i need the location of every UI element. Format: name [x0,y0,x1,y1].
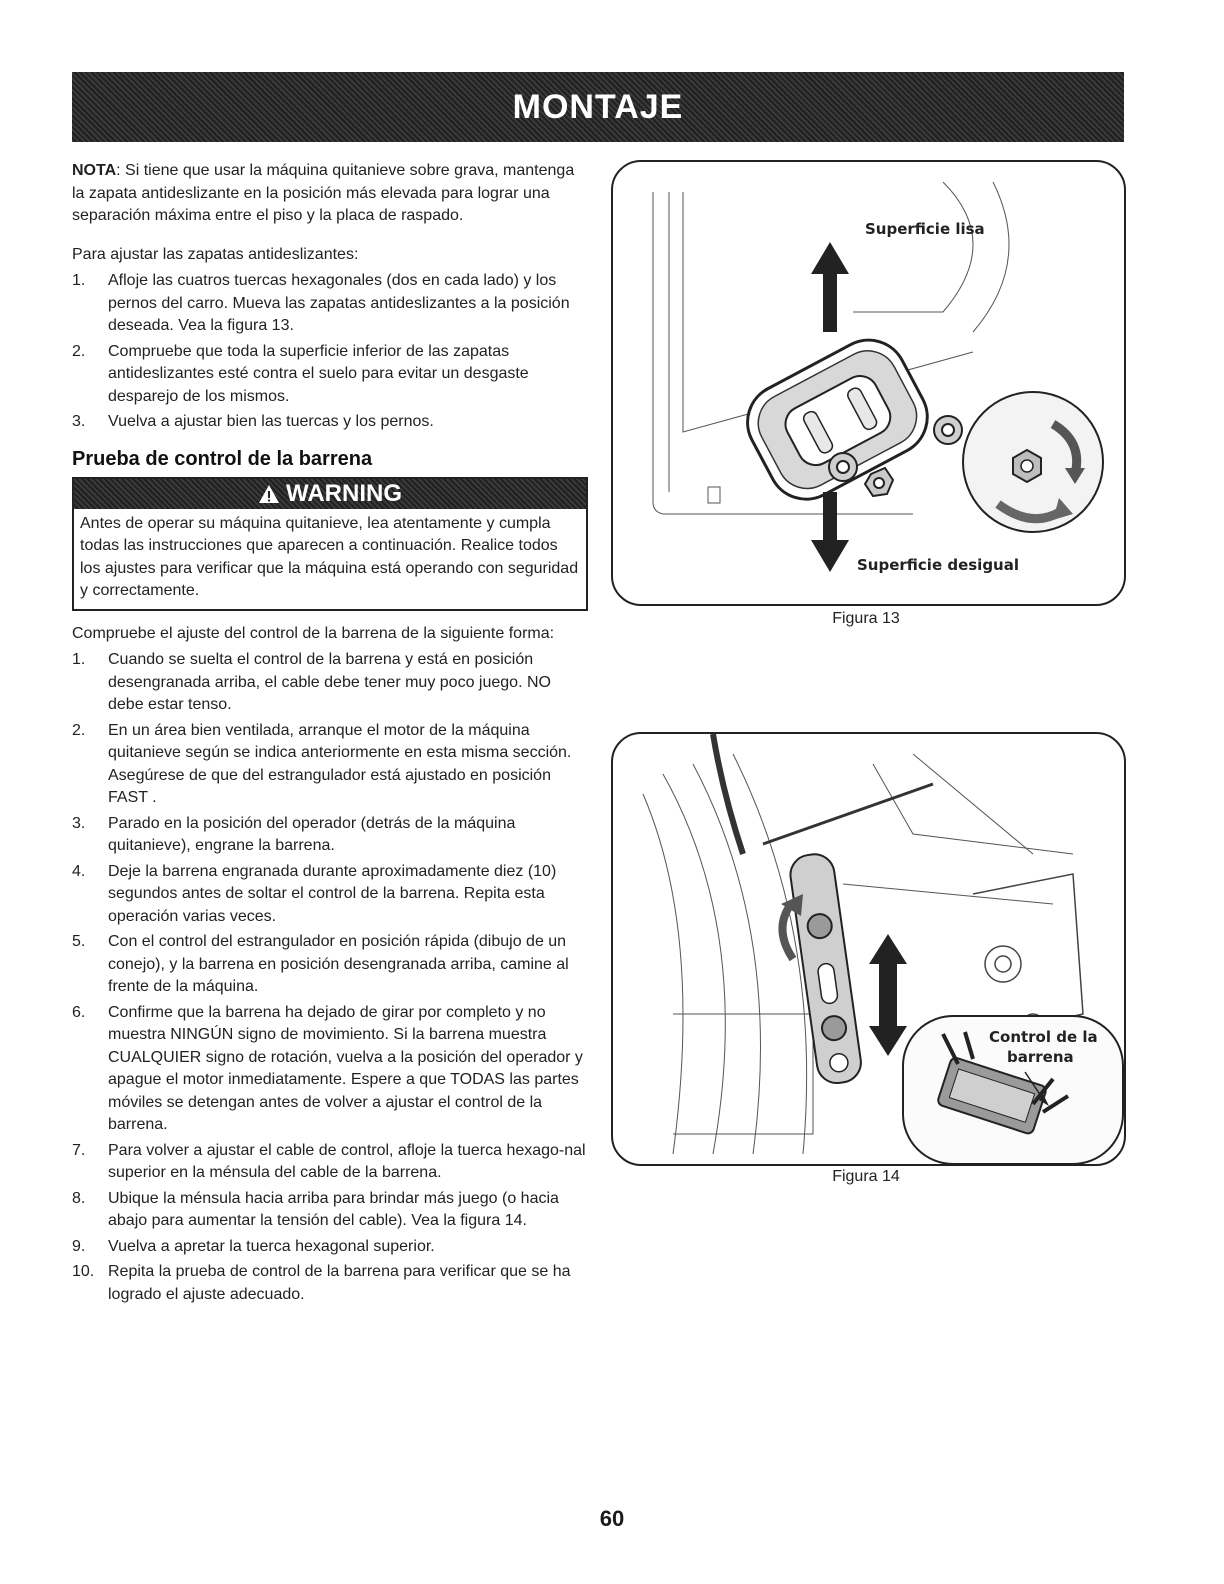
note-paragraph [72,160,588,228]
auger-test-steps [72,649,588,1306]
list-item: 1. Cuando se suelta el control de la barrena y está en posición desengranada arriba, el cable debe tener muy poco juego. NO debe estar tenso. [72,651,551,713]
note-label: NOTA [72,162,117,179]
shoe-adjust-steps [72,270,588,434]
list-item: 2. En un área bien ventilada, arranque el motor de la máquina quitanieve según se indica anteriormente en esta misma sección. Asegúrese de que del estrangulador está ajustado en posición FAST . [72,721,572,806]
auger-control-illustration [613,734,1124,1164]
section-title: MONTAJE [512,87,684,126]
warning-triangle-icon [258,484,280,504]
list-item: 3. Vuelva a ajustar bien las tuercas y los pernos. [72,413,434,430]
list-item: 1. Afloje las cuatros tuercas hexagonales (dos en cada lado) y los pernos del carro. Mueva las zapatas antideslizantes a la posición deseada. Vea la figura 13. [72,272,570,334]
list-item: 2. Compruebe que toda la superficie inferior de las zapatas antideslizantes esté contra el suelo para evitar un desgaste desparejo de los mismos. [72,342,529,405]
shoe-adjust-intro: Para ajustar las zapatas antideslizantes: [72,245,359,263]
list-item: 3. Parado en la posición del operador (detrás de la máquina quitanieve), engrane la barrena. [72,814,516,854]
list-item: 9. Vuelva a apretar la tuerca hexagonal superior. [72,1237,435,1255]
list-item: 6. Confirme que la barrena ha dejado de girar por completo y no muestra NINGÚN signo de movimiento. Si la barrena muestra CUALQUIER signo de rotación, vuelva a la posición del operador y apague el motor inmediatamente. Espere a que TODAS las partes móviles se detengan antes de volver a ajustar el control de la barrena. [72,1003,583,1133]
list-item: 8. Ubique la ménsula hacia arriba para brindar más juego (o hacia abajo para aumentar la tensión del cable). Vea la figura 14. [72,1189,559,1229]
main-text-column [72,160,588,1309]
warning-text: Antes de operar su máquina quitanieve, lea atentamente y cumpla todas las instrucciones que aparecen a continuación. Realice todos los ajustes para verificar que la máquina está operando con seguridad y correctamente. [80,514,579,599]
label-smooth-surface: Superficie lisa [865,220,985,238]
page-number: 60 [599,1506,625,1531]
warning-header [74,479,586,509]
label-uneven-surface: Superficie desigual [857,556,1019,574]
label-auger-control-line2: barrena [1007,1048,1074,1066]
auger-test-heading: Prueba de control de la barrena [72,447,373,470]
figure-13 [611,160,1126,606]
warning-title: WARNING [286,479,402,507]
figure-14-caption: Figura 14 [832,1168,900,1185]
list-item: 4. Deje la barrena engranada durante aproximadamente diez (10) segundos antes de soltar el control de la barrena. Repita esta operación varias veces. [72,862,557,925]
warning-box [72,477,588,611]
section-banner [72,72,1124,142]
list-item: 5. Con el control del estrangulador en posición rápida (dibujo de un conejo), y la barrena en posición desengranada arriba, camine al frente de la máquina. [72,933,569,995]
label-auger-control-line1: Control de la [989,1028,1098,1046]
figure-13-caption: Figura 13 [832,610,900,627]
note-text: : Si tiene que usar la máquina quitanieve sobre grava, mantenga la zapata antideslizante en la posición más elevada para lograr una separación máxima entre el piso y la placa de raspado. [72,162,575,224]
auger-test-intro: Compruebe el ajuste del control de la barrena de la siguiente forma: [72,624,555,642]
list-item: 7. Para volver a ajustar el cable de control, afloje la tuerca hexago-nal superior en la ménsula del cable de la barrena. [72,1141,586,1181]
figure-14 [611,732,1126,1166]
list-item: 10. Repita la prueba de control de la barrena para verificar que se ha logrado el ajuste adecuado. [72,1263,571,1303]
